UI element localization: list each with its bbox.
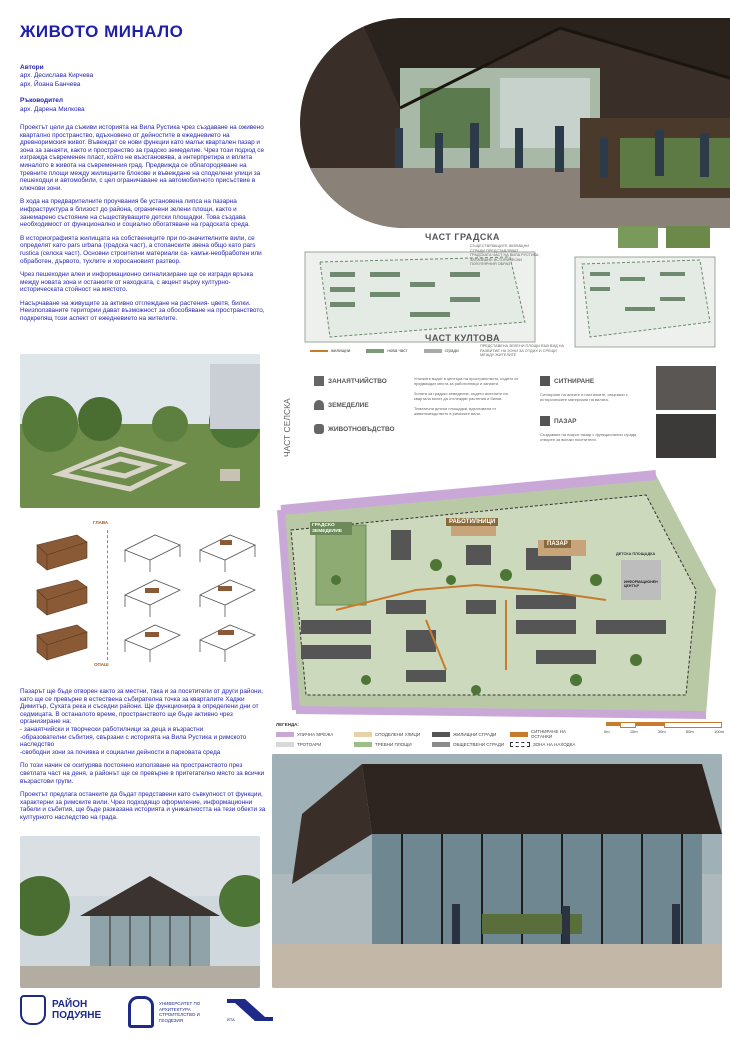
logo-uacg <box>128 996 201 1028</box>
bench-renders <box>32 530 92 675</box>
legend-title: ЛЕГЕНДА: <box>276 722 299 727</box>
hammer-icon <box>314 376 324 386</box>
intro-paragraph: Насърчаване на живущите за активно отглеждане на растения- цветя, билки. Неизползваните територии дават възможност за обособяване на пространството, подкрепящ този аспект от ежедневието на жителите. <box>20 299 265 323</box>
author-name: арх. Йоана Банчева <box>20 80 81 88</box>
stairs-icon <box>540 376 550 386</box>
authors-block <box>20 64 220 114</box>
swatch <box>510 742 530 747</box>
authors-label: Автори <box>20 64 44 71</box>
part-urban-title: ЧАСТ ГРАДСКА <box>425 232 500 242</box>
functions-description: Уличките водят в центъра на пространството, където се предвиждат места за работилници и занаяти. Зоната за градско земеделие, където жителите на квартала могат да отглеждат растения и билки. Тематични детски площадки, вдъхновени от животновъдството в римските вили. <box>414 376 519 416</box>
swatch <box>354 732 372 737</box>
legend-item: ЖИЛИЩНИ СГРАДИ <box>432 729 510 739</box>
intro-paragraph: В историографията жилищата на собствениците при по-значителните вили, се определят като pars urbana (градска част), а стопанските звена общо като pars rustica (селска част). Основни строителни материали са- камък-необработен или обработен, дървото, тухлите и хоросановият разтвор. <box>20 234 262 265</box>
axis-line <box>107 530 108 660</box>
axis <box>93 520 118 670</box>
intro-paragraph: Чрез пешеходни алеи и информационно сигнализиране ще се изгради връзка между новата зона и останките от находката, с акцент върху културно-историческата стойност на мястото. <box>20 271 254 294</box>
legend-item: СИТНИРАНЕ НА ОСТАНКИ <box>510 729 588 739</box>
function-desc: Създаване на покрит пазар с функционални сгради, отворен за всички посетители. <box>540 432 638 442</box>
map-legend <box>276 722 722 750</box>
legend-item: жилищни <box>310 348 350 353</box>
function-item: СИТНИРАНЕ <box>540 376 594 386</box>
legend-grid <box>276 729 588 747</box>
supervisor-label: Ръководител <box>20 97 64 105</box>
market-bullet: -образователни събития, свързани с историята на Вила Рустика и римското наследство <box>20 733 247 749</box>
logo-uacg-text: УНИВЕРСИТЕТ ПО АРХИТЕКТУРА СТРОИТЕЛСТВО И ГЕОДЕЗИЯ <box>159 1001 201 1023</box>
map-label-market: ПАЗАР <box>544 540 571 548</box>
part-cult-title: ЧАСТ КУЛТОВА <box>425 333 500 343</box>
legend-item: ЗОНА НА НАХОДКА <box>510 742 588 747</box>
greenhouse-exterior-render <box>20 836 260 988</box>
function-item: ЖИВОТНОВЪДСТВО <box>314 424 395 434</box>
function-desc: Ситниране на алеите и настилките, свързани с историческите материали на вилата. <box>540 392 628 402</box>
intro-text <box>20 124 268 329</box>
author-name: арх. Десислава Кирчева <box>20 72 94 80</box>
market-paragraph: Пазарът ще бъде отворен както за местни, така и за посетители от други райони, като ще се превърне в естествена събирателна точка за кварталите Хаджи Димитър, Сухата река и съседни райони. Ще функционира в определени дни от седмицата. В останалото време, пространството ще бъде активно чрез организиране на: <box>20 688 263 726</box>
swatch <box>424 349 442 353</box>
park-render <box>20 354 260 508</box>
bench-diagram <box>20 520 270 670</box>
map-label-info: ИНФОРМАЦИОНЕН ЦЕНТЪР <box>624 580 658 588</box>
swatch <box>310 350 328 352</box>
swatch <box>354 742 372 747</box>
swatch <box>276 732 294 737</box>
material-photo <box>656 414 716 458</box>
legend-item: СПОДЕЛЕНИ УЛИЦИ <box>354 729 432 739</box>
photo-thumb <box>666 226 710 248</box>
intro-paragraph: В хода на предварителните проучвания бе установена липса на пазарна инфраструктура в близост до района, ограничени зелени площи, както и занемарено състояние на съществуващите детски площадки. Това създава необходимост от функционално и социално обогатяване на градската среда. <box>20 198 251 229</box>
swatch <box>366 349 384 353</box>
legend-item: нова част <box>366 348 407 353</box>
legend-item: сгради <box>424 348 459 353</box>
material-photo <box>656 366 716 410</box>
master-plan <box>276 470 722 720</box>
supervisor-name: арх. Дарена Милкова <box>20 105 85 113</box>
axis-top-label: ГЛАВА <box>93 520 109 525</box>
market-interior-render <box>300 18 730 228</box>
logo-podujane-text: РАЙОН ПОДУЯНЕ <box>52 999 102 1021</box>
legend-item: УЛИЧНА МРЕЖА <box>276 729 354 739</box>
functions-block <box>282 372 722 468</box>
swatch <box>510 732 528 737</box>
market-icon <box>540 416 550 426</box>
function-item: ЗЕМЕДЕЛИЕ <box>314 400 395 410</box>
function-item: ЗАНАЯТЧИЙСТВО <box>314 376 395 386</box>
part-urban-desc: СЪЩЕСТВУВАЩИТЕ ЖИЛИЩНИ СГРАДИ ПРЕДСТАВЛЯВАТ ГРАДСКАТА ЧАСТ НА ВИЛА РУСТИКА, ЗАПАЗВАНЕ ИСТОРИЧЕСКИ ПОПУЛЯРНИЯ ОБРАЗ <box>470 244 540 266</box>
uacg-icon <box>128 996 154 1028</box>
part-cult-desc: ПРЕДСТАВЕНА ЗЕЛЕНИ ПЛОЩИ ВЪВ ВИД НА РАЗВИТИЕ НА ЗОНИ ЗА ОТДИХ И СРЕЩИ МЕЖДУ ЖИТЕЛИТЕ <box>480 344 565 357</box>
photo-thumb <box>618 226 658 248</box>
map-label-playground: ДЕТСКА ПЛОЩАДКА <box>616 552 656 556</box>
map-label-farming: ГРАДСКО ЗЕМЕДЕЛИЕ <box>310 522 352 535</box>
function-item: ПАЗАР <box>540 416 576 426</box>
scale-labels: 0m 10m 30m 50m 100m <box>604 729 724 734</box>
market-paragraph: По този начин се осигурява постоянно използване на пространството през светлата част на деня, а районът ще се превърне в притегателно място за всички възрастови групи. <box>20 762 265 785</box>
crest-icon <box>20 995 46 1025</box>
legend-item: ОБЩЕСТВЕНИ СГРАДИ <box>432 742 510 747</box>
plant-icon <box>314 400 324 410</box>
scale-bar <box>606 722 722 728</box>
logo-podujane <box>20 995 101 1025</box>
map-label-workshops: РАБОТИЛНИЦИ <box>446 518 498 526</box>
functions-list <box>314 376 395 434</box>
diagram-legend <box>310 348 459 353</box>
logo-ita: ЙТА <box>225 995 275 1028</box>
market-bullet: -свободни зони за почивка и социални дейности в парковата среда <box>20 748 221 756</box>
market-paragraph: Проектът предлага останките да бъдат представени като съвкупност от функции, характерни за римските вили. Чрез подходящо оформление, информационни табели и събития, ще бъде разказана историята и уникалността на тези обекти за културното наследство на града. <box>20 791 266 821</box>
axis-bottom-label: ОПАШ <box>94 662 109 667</box>
animal-icon <box>314 424 324 434</box>
intro-paragraph: Проектът цели да съживи историята на Вила Рустика чрез създаване на оживено квартално пространство, вдъхновено от дейностите в ежедневието на древноримския живот. Въвеждат се нови функции като малък квартален пазар и зона за занаяти, както и пространство за градско земеделие. Чрез този подход се изгражда съвременен пласт, който не възстановява, а интерпретира и вплита миналото в живота на съвременния град. Предвижда се облагородяване на тревните площи между жилищните блокове и въвеждане на споделени улици за пешеходци и автомобили, с цел ограничаване на автомобилното присъствие в ключови зони. <box>20 124 265 192</box>
market-pavilion-render <box>272 754 722 988</box>
part-rural-title: ЧАСТ СЕЛСКА <box>282 398 292 457</box>
swatch <box>432 742 450 747</box>
market-bullet: - занаятчийски и творчески работилници за деца и възрастни <box>20 725 204 733</box>
zoning-plan-right <box>570 252 720 352</box>
legend-item: ТРЕВНИ ПЛОЩИ <box>354 742 432 747</box>
bench-assembly <box>120 520 270 675</box>
zoning-diagram <box>300 232 720 372</box>
swatch <box>276 742 294 747</box>
swatch <box>432 732 450 737</box>
legend-item: ТРОТОАРИ <box>276 742 354 747</box>
page-title: ЖИВОТО МИНАЛО <box>20 22 184 41</box>
market-text <box>20 688 268 828</box>
